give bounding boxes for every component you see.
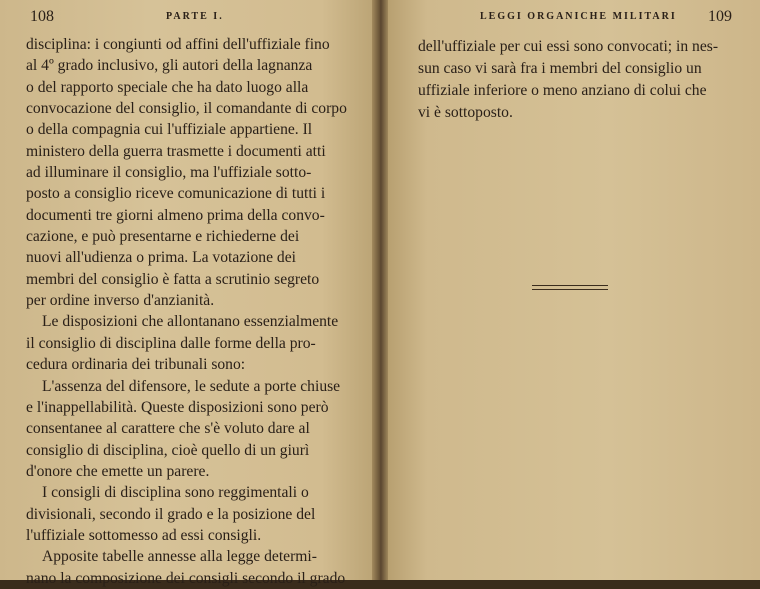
text-line: uffiziale inferiore o meno anziano di colui che: [418, 82, 707, 99]
text-line: L'assenza del difensore, le sedute a porte chiuse: [42, 377, 341, 395]
text-line: d'onore che emette un parere.: [26, 462, 210, 480]
left-running-head: PARTE I.: [166, 11, 224, 22]
text-line: membri del consiglio è fatta a scrutinio segreto: [26, 270, 320, 288]
right-running-head: LEGGI ORGANICHE MILITARI: [480, 11, 677, 22]
text-line: Apposite tabelle annesse alla legge determi-: [42, 548, 317, 566]
text-line: convocazione del consiglio, il comandante di corpo: [26, 100, 347, 118]
text-line: consiglio di disciplina, cioè quello di un giurì: [26, 441, 310, 459]
book-gutter: [372, 0, 388, 580]
text-line: cazione, e può presentarne e richiederne dei: [26, 228, 300, 246]
left-page: [0, 0, 378, 587]
right-page-number: 109: [708, 8, 732, 25]
text-line: posto a consiglio riceve comunicazione di tutti i: [26, 185, 326, 203]
text-line: ministero della guerra trasmette i documenti atti: [26, 142, 326, 160]
right-page: [382, 0, 760, 580]
text-line: consentanee al carattere che s'è voluto dare al: [26, 420, 310, 438]
text-line: il consiglio di disciplina dalle forme della pro-: [26, 334, 316, 352]
text-line: I consigli di disciplina sono reggimentali o: [42, 484, 309, 502]
text-line: o della compagnia cui l'uffiziale appartiene. Il: [26, 121, 313, 139]
right-page-body: [418, 36, 738, 124]
section-divider-rule: [532, 285, 608, 290]
text-line: documenti tre giorni almeno prima della convo-: [26, 206, 325, 224]
left-page-body: [26, 34, 350, 589]
text-line: ad illuminare il consiglio, ma l'uffiziale sotto-: [26, 164, 312, 182]
text-line: o del rapporto speciale che ha dato luogo alla: [26, 78, 309, 96]
text-line: nuovi all'udienza o prima. La votazione dei: [26, 249, 296, 267]
text-line: divisionali, secondo il grado e la posizione del: [26, 505, 316, 523]
text-line: l'uffiziale sottomesso ad essi consigli.: [26, 526, 262, 544]
text-line: sun caso vi sarà fra i membri del consiglio un: [418, 60, 702, 77]
left-page-number: 108: [30, 8, 54, 25]
text-line: al 4º grado inclusivo, gli autori della lagnanza: [26, 57, 313, 75]
text-line: nano la composizione dei consigli secondo il grado: [26, 569, 346, 587]
text-line: disciplina: i congiunti od affini dell'uffiziale fino: [26, 36, 330, 53]
text-line: Le disposizioni che allontanano essenzialmente: [42, 313, 339, 331]
text-line: per ordine inverso d'anzianità.: [26, 292, 215, 310]
text-line: dell'uffiziale per cui essi sono convocati; in nes-: [418, 38, 719, 55]
text-line: cedura ordinaria dei tribunali sono:: [26, 356, 246, 374]
text-line: e l'inappellabilità. Queste disposizioni sono però: [26, 398, 329, 416]
text-line: vi è sottoposto.: [418, 104, 513, 121]
